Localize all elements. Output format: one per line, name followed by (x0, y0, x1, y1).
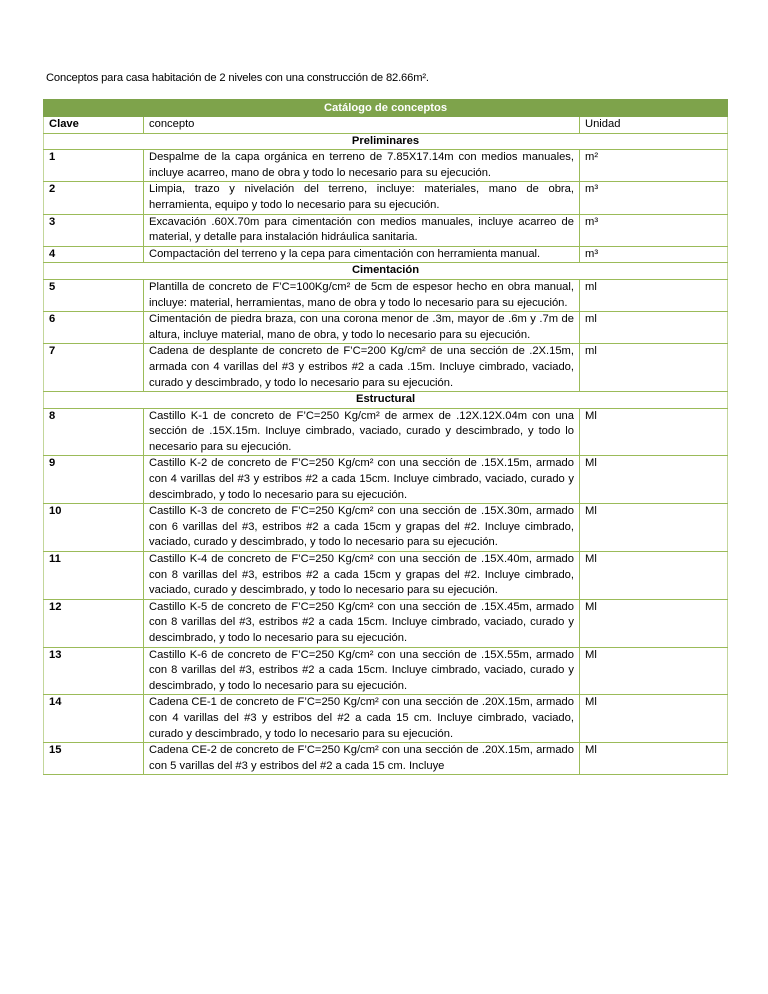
section-estructural: Estructural (44, 392, 728, 409)
row-clave: 4 (44, 246, 144, 263)
row-concepto: Castillo K-4 de concreto de F’C=250 Kg/cm² con una sección de .15X.40m, armado con 8 varillas del #3, estribos #2 a cada 15cm y grapas del #2. Incluye cimbrado, vaciado, curado y descimbrado, y todo lo necesario para su ejecución. (144, 552, 580, 600)
row-clave: 7 (44, 344, 144, 392)
row-clave: 10 (44, 504, 144, 552)
table-row (44, 246, 728, 263)
table-row (44, 214, 728, 246)
table-row (44, 552, 728, 600)
table-row (44, 344, 728, 392)
section-cimentacion: Cimentación (44, 263, 728, 280)
table-row (44, 504, 728, 552)
row-concepto: Cimentación de piedra braza, con una corona menor de .3m, mayor de .6m y .7m de altura, incluye material, mano de obra, y todo lo necesario para su ejecución. (144, 312, 580, 344)
table-row (44, 743, 728, 775)
row-concepto: Despalme de la capa orgánica en terreno de 7.85X17.14m con medios manuales, incluye acarreo, mano de obra y todo lo necesario para su ejecución. (144, 150, 580, 182)
row-unidad: Ml (580, 743, 728, 775)
table-row (44, 647, 728, 695)
row-clave: 1 (44, 150, 144, 182)
table-title-row (44, 100, 728, 117)
row-clave: 12 (44, 599, 144, 647)
section-row (44, 263, 728, 280)
header-clave: Clave (44, 117, 144, 134)
row-unidad: Ml (580, 552, 728, 600)
row-clave: 2 (44, 182, 144, 214)
row-concepto: Excavación .60X.70m para cimentación con medios manuales, incluye acarreo de material, y detalle para instalación hidráulica sanitaria. (144, 214, 580, 246)
row-clave: 5 (44, 279, 144, 311)
row-unidad: m³ (580, 182, 728, 214)
section-preliminares: Preliminares (44, 133, 728, 150)
row-unidad: Ml (580, 695, 728, 743)
row-clave: 8 (44, 408, 144, 456)
row-clave: 9 (44, 456, 144, 504)
table-header-row (44, 117, 728, 134)
catalog-table (43, 99, 728, 775)
row-clave: 14 (44, 695, 144, 743)
table-row (44, 456, 728, 504)
row-clave: 11 (44, 552, 144, 600)
row-clave: 15 (44, 743, 144, 775)
row-unidad: ml (580, 344, 728, 392)
row-clave: 3 (44, 214, 144, 246)
row-unidad: Ml (580, 599, 728, 647)
row-concepto: Castillo K-1 de concreto de F’C=250 Kg/cm² de armex de .12X.12X.04m con una sección de .15X.15m. Incluye cimbrado, vaciado, curado y descimbrado, y todo lo necesario para su ejecución. (144, 408, 580, 456)
row-unidad: ml (580, 312, 728, 344)
row-unidad: Ml (580, 647, 728, 695)
row-unidad: Ml (580, 504, 728, 552)
row-clave: 6 (44, 312, 144, 344)
row-concepto: Compactación del terreno y la cepa para cimentación con herramienta manual. (144, 246, 580, 263)
row-concepto: Cadena de desplante de concreto de F’C=200 Kg/cm² de una sección de .2X.15m, armada con 4 varillas del #3 y estribos #2 a cada .15m. Incluye cimbrado, vaciado, curado y descimbrado, y todo lo necesario para su ejecución. (144, 344, 580, 392)
row-concepto: Limpia, trazo y nivelación del terreno, incluye: materiales, mano de obra, herramienta, equipo y todo lo necesario para su ejecución. (144, 182, 580, 214)
row-concepto: Castillo K-3 de concreto de F’C=250 Kg/cm² con una sección de .15X.30m, armado con 6 varillas del #3, estribos #2 a cada 15cm y grapas del #2. Incluye cimbrado, vaciado, curado y descimbrado, y todo lo necesario para su ejecución. (144, 504, 580, 552)
row-unidad: m² (580, 150, 728, 182)
row-concepto: Castillo K-2 de concreto de F’C=250 Kg/cm² con una sección de .15X.15m, armado con 4 varillas del #3 y estribos #2 a cada 15cm. Incluye cimbrado, vaciado, curado y descimbrado, y todo lo necesario para su ejecución. (144, 456, 580, 504)
section-row (44, 133, 728, 150)
row-unidad: m³ (580, 246, 728, 263)
row-concepto: Cadena CE-1 de concreto de F’C=250 Kg/cm² con una sección de .20X.15m, armado con 4 varillas del #3 y estribos del #2 a cada 15 cm. Incluye cimbrado, vaciado, curado y descimbrado, y todo lo necesario para su ejecución. (144, 695, 580, 743)
row-unidad: Ml (580, 456, 728, 504)
table-row (44, 182, 728, 214)
header-concepto: concepto (144, 117, 580, 134)
row-concepto: Castillo K-6 de concreto de F’C=250 Kg/cm² con una sección de .15X.55m, armado con 8 varillas del #3, estribos #2 a cada 15cm. Incluye cimbrado, vaciado, curado y descimbrado, y todo lo necesario para su ejecución. (144, 647, 580, 695)
table-row (44, 312, 728, 344)
row-unidad: ml (580, 279, 728, 311)
row-unidad: Ml (580, 408, 728, 456)
table-row (44, 695, 728, 743)
intro-text: Conceptos para casa habitación de 2 niveles con una construcción de 82.66m². (46, 72, 429, 84)
table-row (44, 150, 728, 182)
table-row (44, 599, 728, 647)
row-concepto: Plantilla de concreto de F’C=100Kg/cm² de 5cm de espesor hecho en obra manual, incluye: material, herramientas, mano de obra y todo lo necesario para su ejecución. (144, 279, 580, 311)
table-row (44, 279, 728, 311)
row-concepto: Cadena CE-2 de concreto de F’C=250 Kg/cm² con una sección de .20X.15m, armado con 5 varillas del #3 y estribos del #2 a cada 15 cm. Incluye (144, 743, 580, 775)
row-clave: 13 (44, 647, 144, 695)
section-row (44, 392, 728, 409)
table-row (44, 408, 728, 456)
row-unidad: m³ (580, 214, 728, 246)
table-title: Catálogo de conceptos (44, 100, 728, 117)
row-concepto: Castillo K-5 de concreto de F’C=250 Kg/cm² con una sección de .15X.45m, armado con 8 varillas del #3, estribos #2 a cada 15cm. Incluye cimbrado, vaciado, curado y descimbrado, y todo lo necesario para su ejecución. (144, 599, 580, 647)
header-unidad: Unidad (580, 117, 728, 134)
